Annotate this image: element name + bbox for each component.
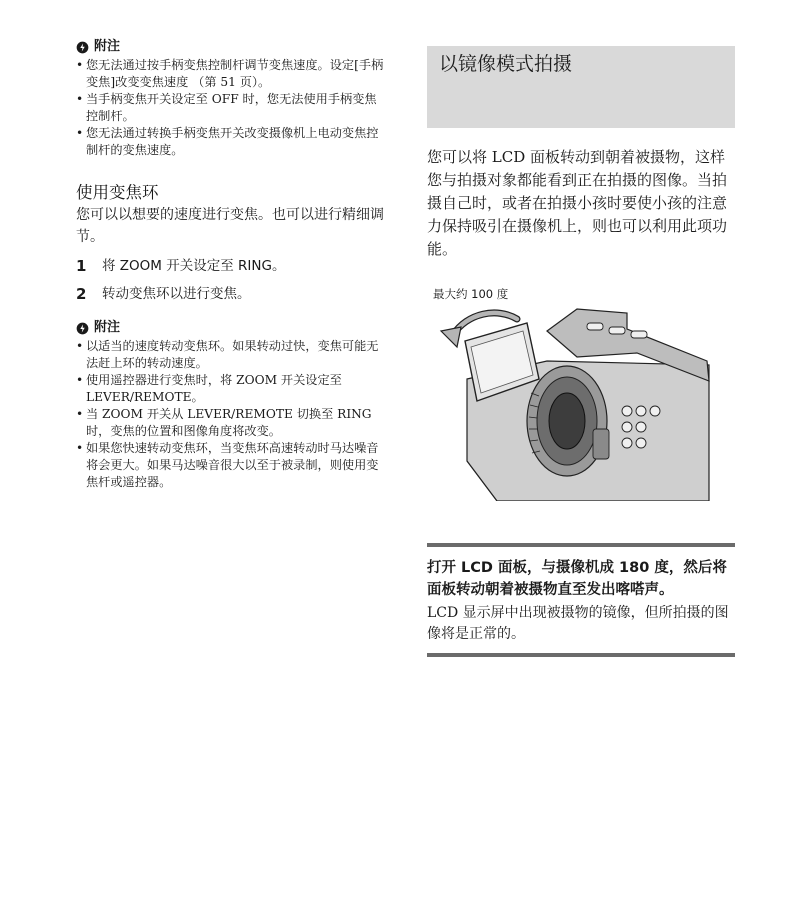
note-item: • 当手柄变焦开关设定至 OFF 时，您无法使用手柄变焦控制杆。 xyxy=(76,91,388,125)
intro-paragraph: 您可以将 LCD 面板转动到朝着被摄物，这样您与拍摄对象都能看到正在拍摄的图像。当拍摄自己时，或者在拍摄小孩时要使小孩的注意力保持吸引在摄像机上，则也可以利用此项功能。 xyxy=(427,148,728,258)
instruction-step: 打开 LCD 面板，与摄像机成 180 度，然后将面板转动朝着被摄物直至发出喀嗒声。 xyxy=(427,560,727,598)
note-item: • 您无法通过按手柄变焦控制杆调节变焦速度。设定[手柄变焦]改变变焦速度 （第 51 页）。 xyxy=(76,57,388,91)
note-list xyxy=(76,338,388,491)
step-number: 2 xyxy=(76,285,87,303)
right-column xyxy=(427,46,735,657)
step-text: 将 ZOOM 开关设定至 RING。 xyxy=(102,258,286,274)
section-title: 使用变焦环 xyxy=(76,183,159,202)
caution-icon xyxy=(76,322,89,335)
note-item: • 以适当的速度转动变焦环。如果转动过快，变焦可能无法赶上环的转动速度。 xyxy=(76,338,388,372)
note-block-2 xyxy=(76,319,388,491)
note-item: • 当 ZOOM 开关从 LEVER/REMOTE 切换至 RING 时，变焦的位置和图像角度将改变。 xyxy=(76,406,388,440)
instruction-box xyxy=(427,543,735,657)
figure-label: 最大约 100 度 xyxy=(433,287,509,301)
note-item: • 使用遥控器进行变焦时，将 ZOOM 开关设定至 LEVER/REMOTE。 xyxy=(76,372,388,406)
left-column xyxy=(76,38,388,491)
step-item xyxy=(76,284,388,304)
note-item: • 如果您快速转动变焦环，当变焦环高速转动时马达噪音将会更大。如果马达噪音很大以至于被录制，则使用变焦杆或遥控器。 xyxy=(76,440,388,491)
instruction-detail: LCD 显示屏中出现被摄物的镜像，但所拍摄的图像将是正常的。 xyxy=(427,605,729,642)
page-title: 以镜像模式拍摄 xyxy=(439,53,573,75)
step-list xyxy=(76,256,388,304)
step-number: 1 xyxy=(76,257,87,275)
section-body: 您可以以想要的速度进行变焦。也可以进行精细调节。 xyxy=(76,207,384,245)
note-list xyxy=(76,57,388,159)
step-item xyxy=(76,256,388,276)
note-block-1 xyxy=(76,38,388,159)
camcorder-illustration xyxy=(427,301,717,501)
note-item: • 您无法通过转换手柄变焦开关改变摄像机上电动变焦控制杆的变焦速度。 xyxy=(76,125,388,159)
note-heading-text: 附注 xyxy=(94,320,121,335)
camera-figure xyxy=(427,287,735,507)
section-header-box xyxy=(427,46,735,128)
note-heading xyxy=(76,319,388,337)
note-heading xyxy=(76,38,388,56)
step-text: 转动变焦环以进行变焦。 xyxy=(102,286,251,302)
note-heading-text: 附注 xyxy=(94,39,121,54)
caution-icon xyxy=(76,41,89,54)
